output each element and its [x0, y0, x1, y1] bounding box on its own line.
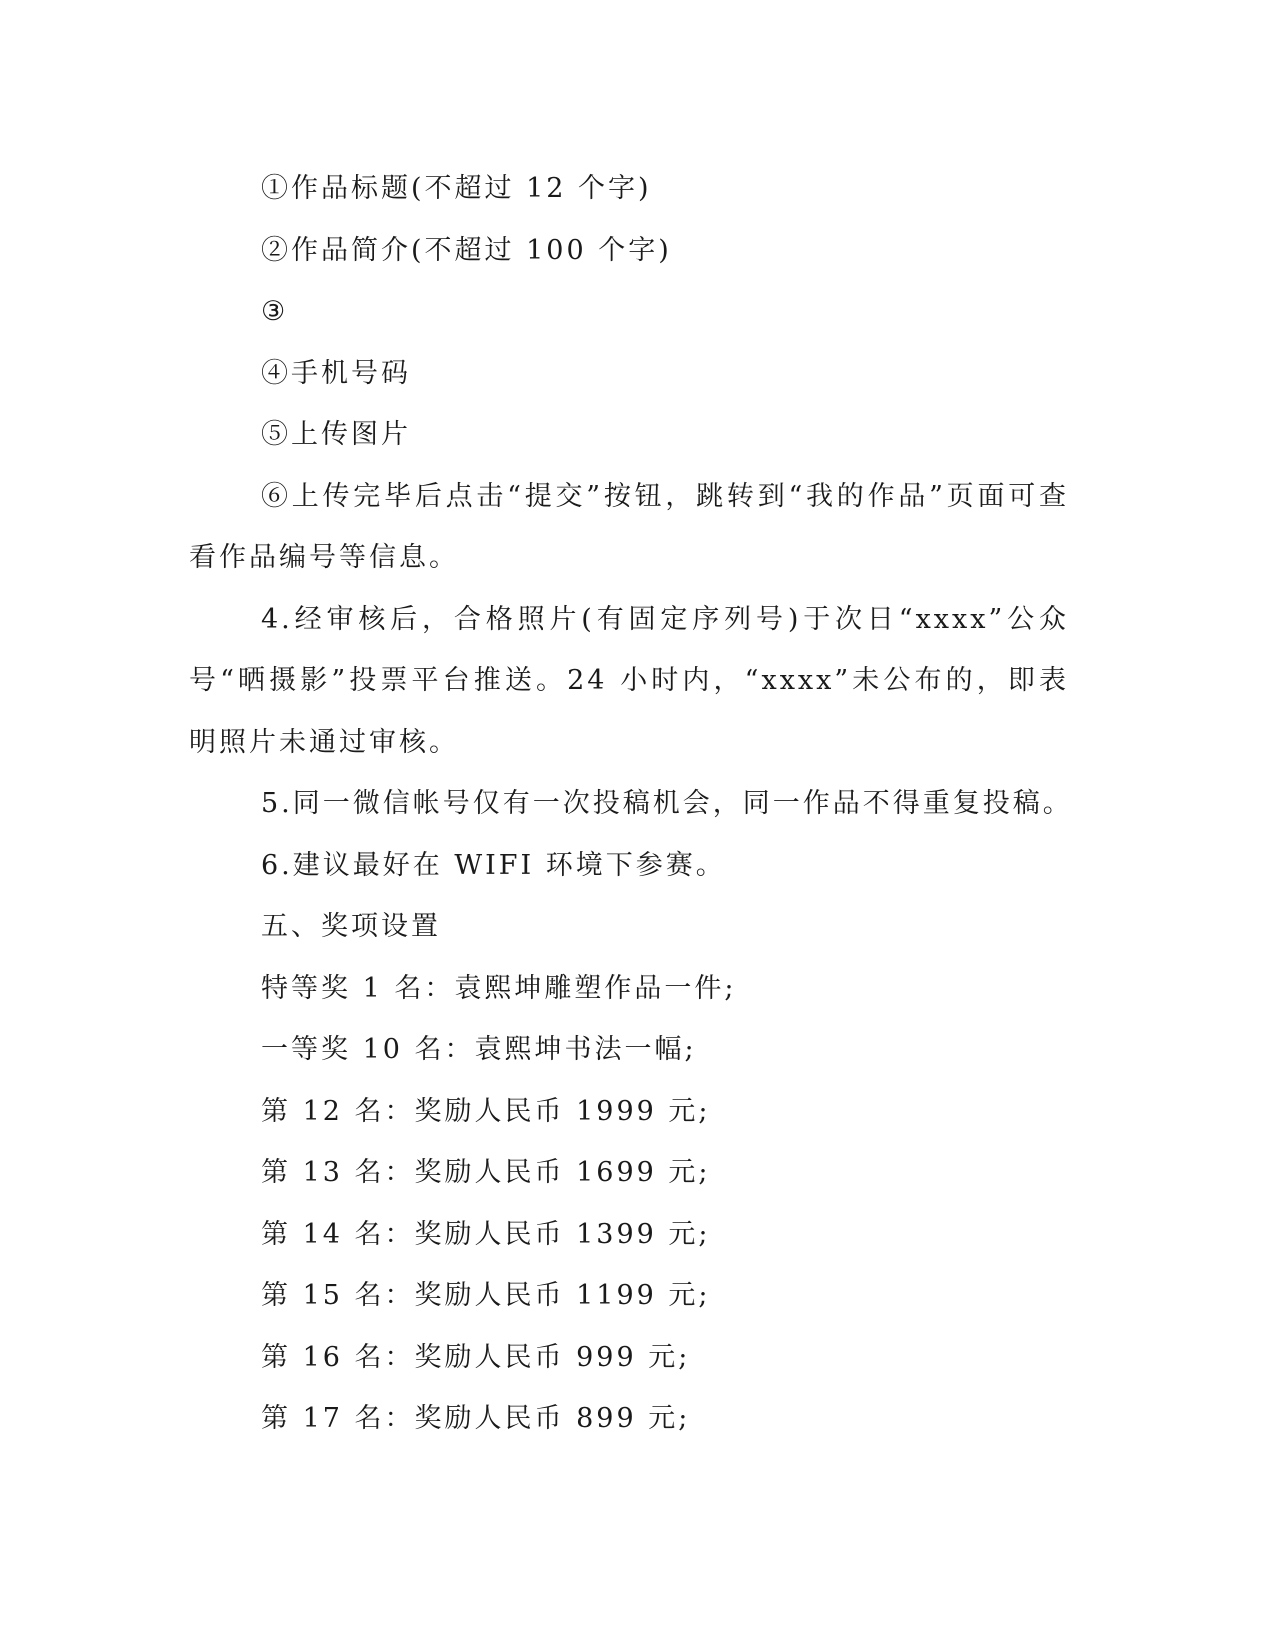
award-item-15: 第 15 名：奖励人民币 1199 元;: [261, 1280, 711, 1311]
form-field-item-title: ①作品标题(不超过 12 个字): [261, 173, 652, 204]
rule-wifi-recommendation: 6.建议最好在 WIFI 环境下参赛。: [261, 849, 726, 881]
award-item-first: 一等奖 10 名：袁熙坤书法一幅;: [261, 1034, 697, 1065]
submit-instruction-paragraph: ⑥上传完毕后点击“提交”按钮，跳转到“我的作品”页面可查看作品编号等信息。: [189, 480, 1069, 573]
award-item-14: 第 14 名：奖励人民币 1399 元;: [261, 1218, 711, 1250]
form-field-item-3: ③: [261, 296, 289, 327]
form-field-item-upload: ⑤上传图片: [261, 419, 411, 450]
award-item-17: 第 17 名：奖励人民币 899 元;: [261, 1403, 691, 1434]
award-item-13: 第 13 名：奖励人民币 1699 元;: [261, 1157, 711, 1188]
award-item-12: 第 12 名：奖励人民币 1999 元;: [261, 1095, 711, 1127]
form-field-item-summary: ②作品简介(不超过 100 个字): [261, 234, 672, 266]
form-field-item-phone: ④手机号码: [261, 357, 411, 389]
rule-single-submission: 5.同一微信帐号仅有一次投稿机会，同一作品不得重复投稿。: [261, 788, 1073, 819]
award-item-16: 第 16 名：奖励人民币 999 元;: [261, 1341, 691, 1373]
document-body: [189, 158, 1073, 1450]
section-heading-awards: 五、奖项设置: [261, 911, 441, 942]
review-rule-paragraph: 4.经审核后，合格照片(有固定序列号)于次日“xxxx”公众号“晒摄影”投票平台推送。24 小时内，“xxxx”未公布的，即表明照片未通过审核。: [189, 603, 1069, 758]
award-item-grand: 特等奖 1 名：袁熙坤雕塑作品一件;: [261, 972, 737, 1004]
